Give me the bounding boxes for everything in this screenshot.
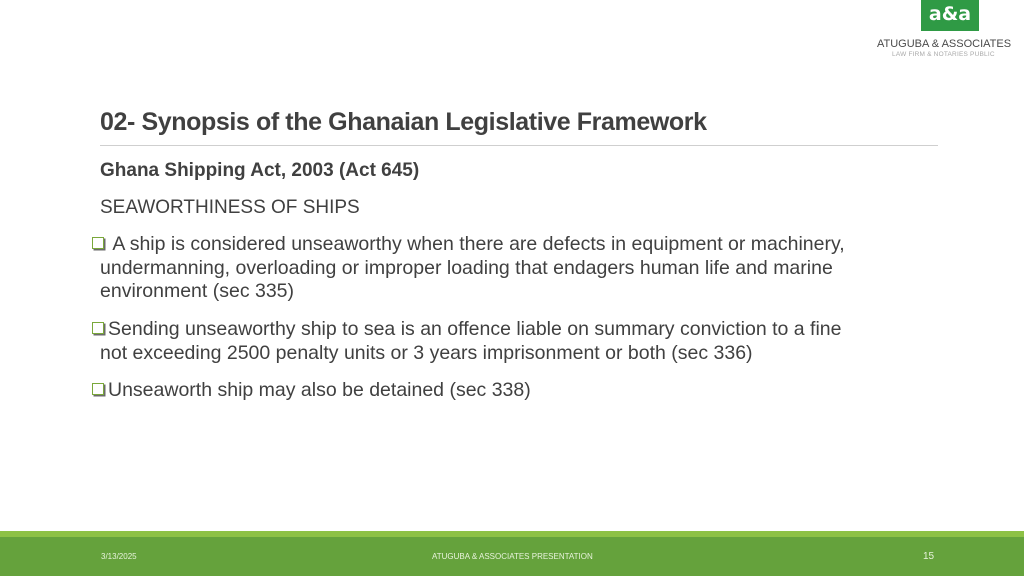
section-heading: SEAWORTHINESS OF SHIPS [100,197,360,218]
bullet-item [92,379,932,403]
bullet-item [92,318,932,365]
footer-bar [0,537,1024,576]
bullet-text: Sending unseaworthy ship to sea is an offence liable on summary conviction to a fine [108,318,842,340]
bullet-text: not exceeding 2500 penalty units or 3 years imprisonment or both (sec 336) [100,341,753,364]
bullet-text: A ship is considered unseaworthy when there are defects in equipment or machinery, [108,233,845,255]
bullet-text: environment (sec 335) [100,280,295,302]
logo-firm-name: ATUGUBA & ASSOCIATES [877,38,1012,50]
checkbox-square-icon [92,237,104,249]
logo-tagline: LAW FIRM & NOTARIES PUBLIC [892,51,995,58]
bullet-item [92,233,932,304]
slide-title: 02- Synopsis of the Ghanaian Legislative Framework [100,108,707,136]
page-number: 15 [923,551,935,562]
checkbox-square-icon [92,383,104,395]
title-divider [100,145,938,146]
bullet-text: Unseaworth ship may also be detained (sec 338) [108,379,531,401]
slide-subtitle: Ghana Shipping Act, 2003 (Act 645) [100,160,420,181]
footer-date: 3/13/2025 [101,552,137,561]
footer-presentation-name: ATUGUBA & ASSOCIATES PRESENTATION [432,552,593,561]
logo-mark: a&a [921,0,979,31]
bullet-text: undermanning, overloading or improper loading that endagers human life and marine [100,256,833,279]
checkbox-square-icon [92,322,104,334]
